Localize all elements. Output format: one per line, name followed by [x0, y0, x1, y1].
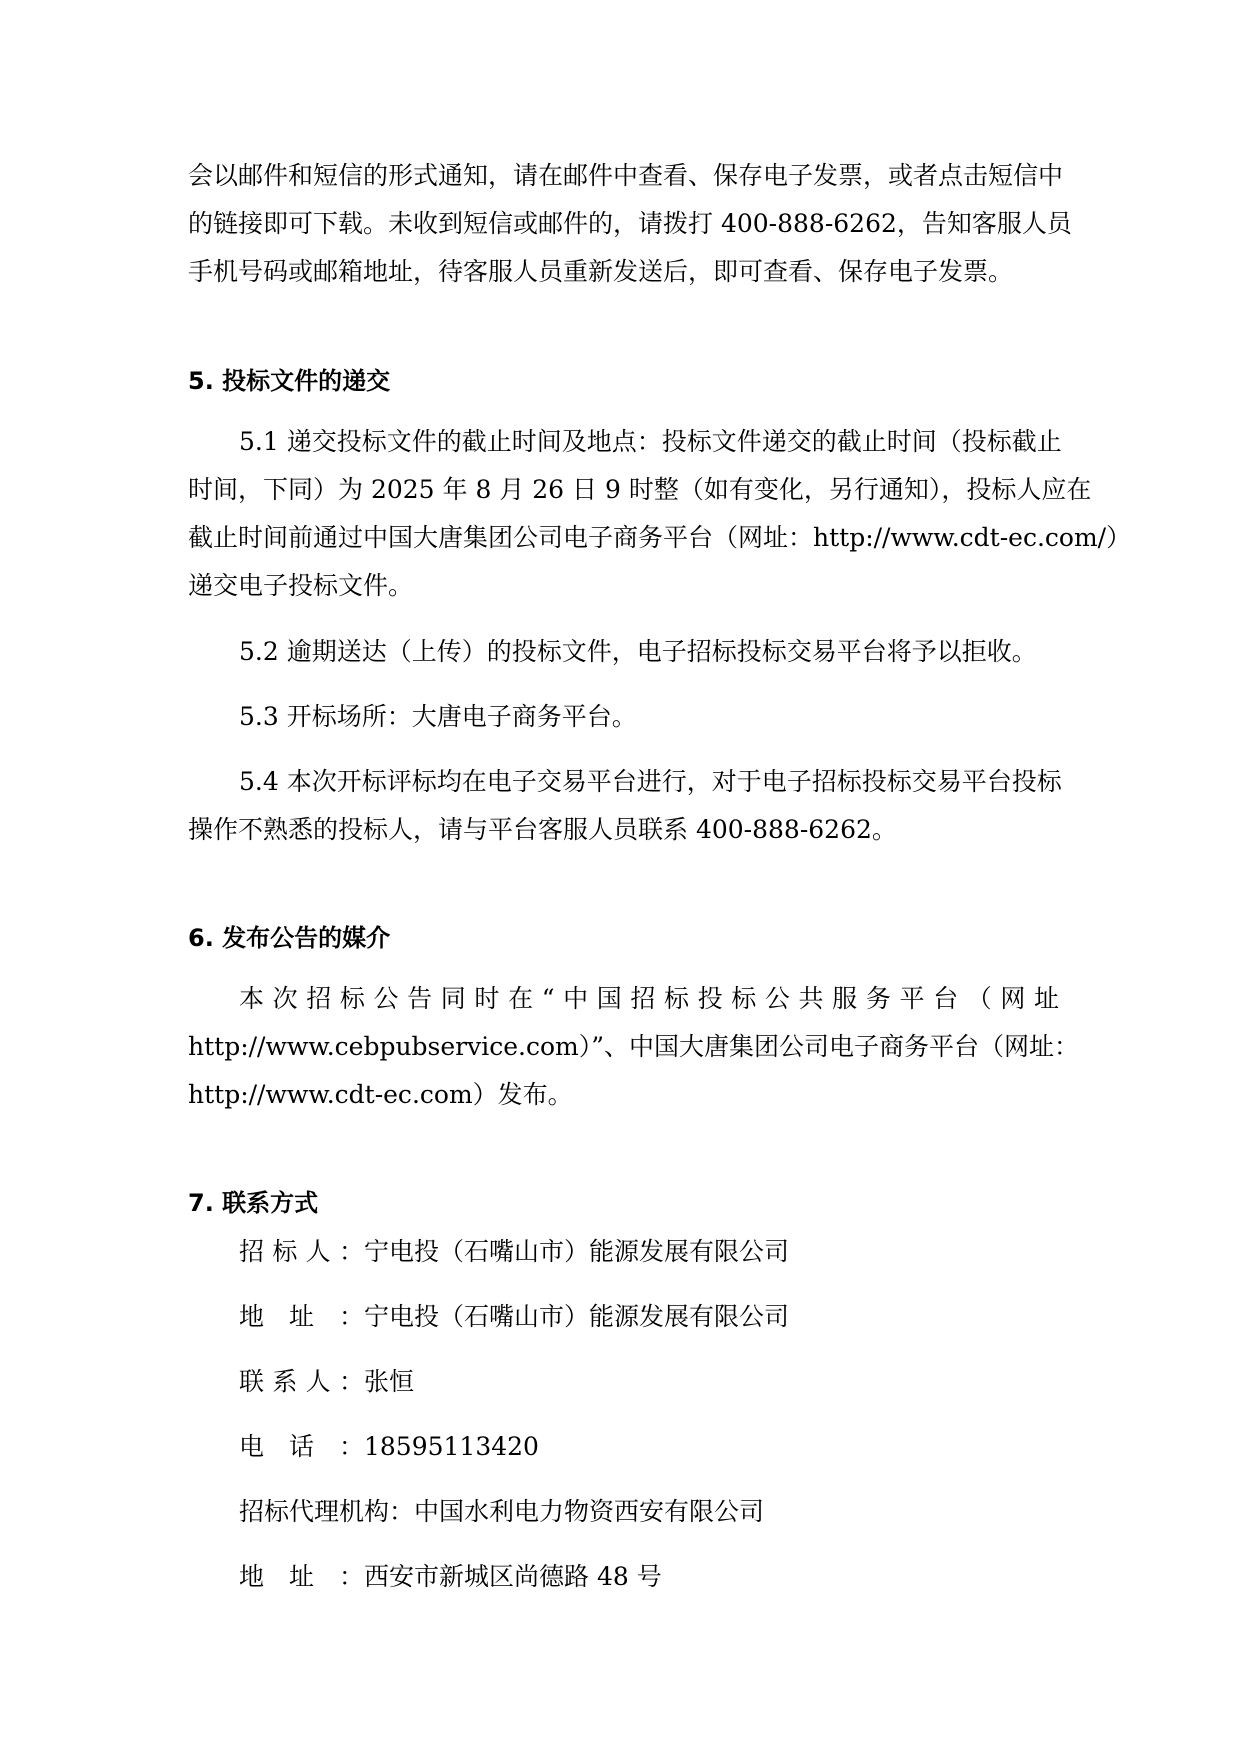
section-5-1-line-4: 递交电子投标文件。 [188, 571, 414, 600]
intro-line-1: 会以邮件和短信的形式通知，请在邮件中查看、保存电子发票，或者点击短信中 [188, 161, 1064, 190]
contact-person-label: 联系人： [239, 1367, 364, 1396]
contact-row-contact-person [239, 1365, 414, 1399]
agency-value: 中国水利电力物资西安有限公司 [414, 1497, 765, 1526]
contact-row-phone [239, 1430, 539, 1464]
section-6-heading: 6. 发布公告的媒介 [188, 924, 391, 952]
tenderer-label: 招标人： [239, 1237, 364, 1266]
phone-value: 18595113420 [364, 1432, 539, 1461]
contact-person-value: 张恒 [364, 1367, 415, 1396]
section-5-3-line: 5.3 开标场所：大唐电子商务平台。 [239, 702, 637, 731]
address-1-label: 地址： [239, 1302, 364, 1331]
section-6-line-3: http://www.cdt-ec.com）发布。 [188, 1080, 573, 1109]
intro-line-2: 的链接即可下载。未收到短信或邮件的，请拨打 400-888-6262，告知客服人员 [188, 209, 1072, 238]
agency-label: 招标代理机构： [239, 1497, 415, 1526]
contact-row-address-1 [239, 1300, 789, 1334]
section-5-4-line-1: 5.4 本次开标评标均在电子交易平台进行，对于电子招标投标交易平台投标 [239, 767, 1062, 796]
section-5-1-line-2: 时间，下同）为 2025 年 8 月 26 日 9 时整（如有变化，另行通知），投标人应在 [188, 475, 1092, 504]
contact-row-agency [239, 1495, 764, 1529]
section-5-1-line-3: 截止时间前通过中国大唐集团公司电子商务平台（网址：http://www.cdt-ec.com/） [188, 523, 1132, 552]
section-5-2-line: 5.2 逾期送达（上传）的投标文件，电子招标投标交易平台将予以拒收。 [239, 637, 1037, 666]
intro-line-3: 手机号码或邮箱地址，待客服人员重新发送后，即可查看、保存电子发票。 [188, 257, 1014, 286]
section-5-1-line-1: 5.1 递交投标文件的截止时间及地点：投标文件递交的截止时间（投标截止 [239, 427, 1062, 456]
address-1-value: 宁电投（石嘴山市）能源发展有限公司 [364, 1302, 790, 1331]
section-7-heading: 7. 联系方式 [188, 1189, 319, 1217]
address-2-label: 地址： [239, 1562, 364, 1591]
section-5-4-line-2: 操作不熟悉的投标人，请与平台客服人员联系 400-888-6262。 [188, 815, 897, 844]
section-6-line-2: http://www.cebpubservice.com）”、中国大唐集团公司电子商务平台（网址： [188, 1032, 1080, 1061]
address-2-value: 西安市新城区尚德路 48 号 [364, 1562, 662, 1591]
contact-row-tenderer [239, 1235, 789, 1269]
section-6-line-1: 本次招标公告同时在“中国招标投标公共服务平台（网址 [239, 984, 1059, 1013]
phone-label: 电话： [239, 1432, 364, 1461]
contact-row-address-2 [239, 1560, 662, 1594]
section-5-heading: 5. 投标文件的递交 [188, 367, 391, 395]
tenderer-value: 宁电投（石嘴山市）能源发展有限公司 [364, 1237, 790, 1266]
